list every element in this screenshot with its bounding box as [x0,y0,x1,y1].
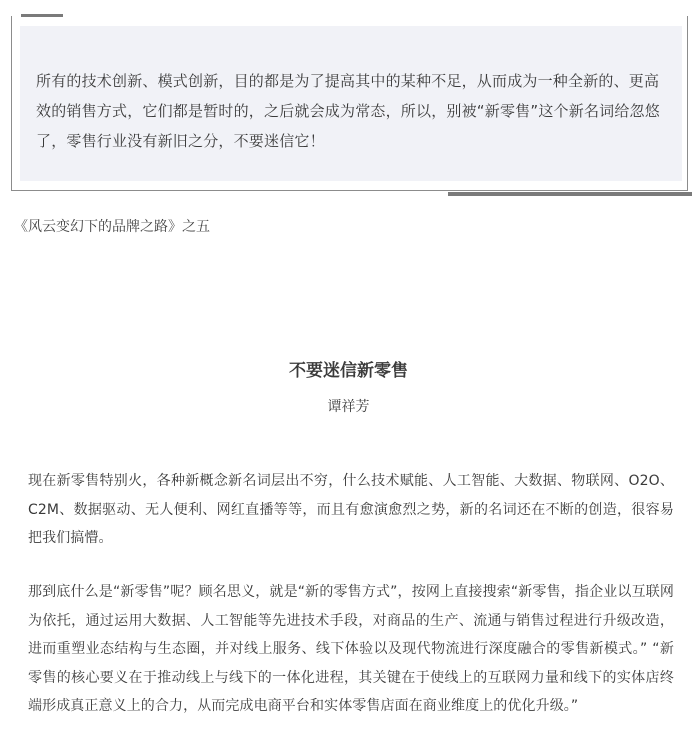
quote-text: 所有的技术创新、模式创新，目的都是为了提高其中的某种不足，从而成为一种全新的、更高效的销售方式，它们都是暂时的，之后就会成为常态，所以，别被“新零售”这个新名词给忽悠了，零售行业没有新旧之分，不要迷信它！ [36,72,660,150]
paragraph-2: 那到底什么是“新零售”呢？顾名思义，就是“新的零售方式”，按网上直接搜索“新零售，指企业以互联网为依托，通过运用大数据、人工智能等先进技术手段，对商品的生产、流通与销售过程进行升级改造，进而重塑业态结构与生态圈，并对线上服务、线下体验以及现代物流进行深度融合的零售新模式。” “新零售的核心要义在于推动线上与线下的一体化进程，其关键在于使线上的互联网力量和线下的实体店终端形成真正意义上的合力，从而完成电商平台和实体零售店面在商业维度上的优化升级。” [28,584,674,714]
article-author: 谭祥芳 [327,399,370,415]
quote-accent-bottom-bar [448,192,692,196]
quote-block [11,14,692,196]
quote-box [20,26,682,181]
article-title: 不要迷信新零售 [289,361,408,381]
series-title: 《风云变幻下的品牌之路》之五 [14,219,210,235]
paragraph-1: 现在新零售特别火，各种新概念新名词层出不穷，什么技术赋能、人工智能、大数据、物联网、O2O、C2M、数据驱动、无人便利、网红直播等等，而且有愈演愈烈之势，新的名词还在不断的创造，很容易把我们搞懵。 [28,473,674,546]
